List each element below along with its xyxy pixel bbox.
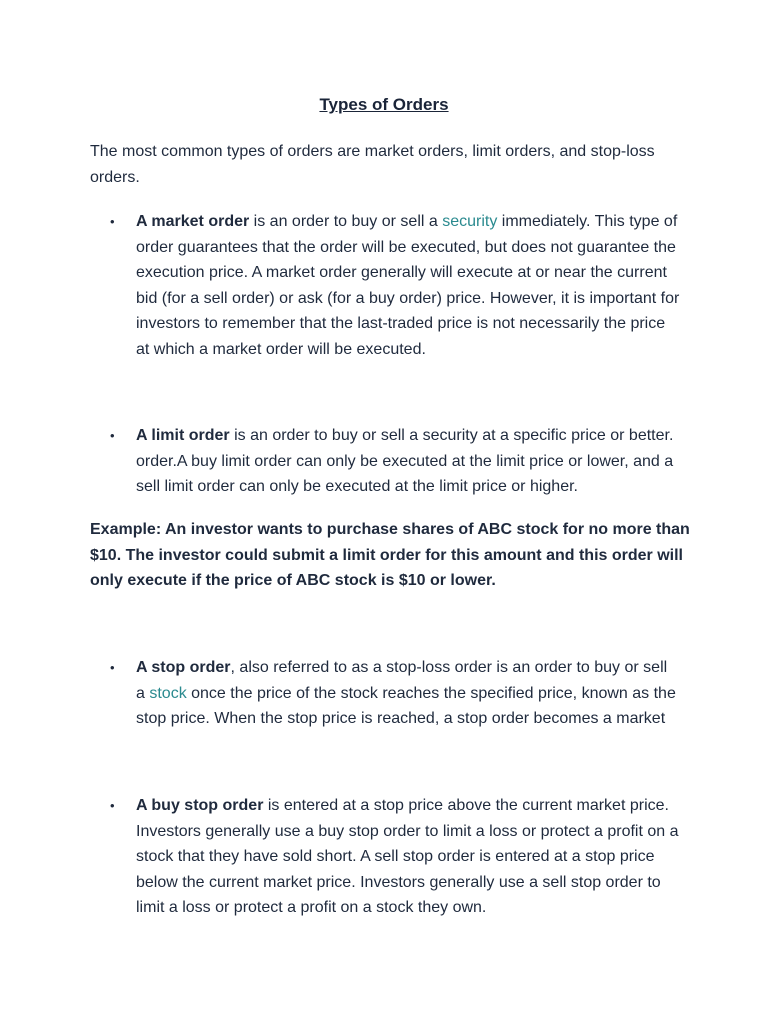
security-link[interactable]: security bbox=[442, 213, 498, 230]
bullet-icon: • bbox=[110, 428, 115, 443]
stop-order-post-link: once the price of the stock reaches the specified price, known as the stop price. When the stop price is reached, a stop order becomes a market bbox=[136, 684, 676, 727]
buy-stop-order-term: A buy stop order bbox=[136, 797, 264, 814]
page-title: Types of Orders bbox=[319, 95, 449, 114]
market-order-pre-link: is an order to buy or sell a bbox=[249, 213, 443, 230]
stop-order-term: A stop order bbox=[136, 659, 231, 676]
bullet-icon: • bbox=[110, 214, 115, 229]
stop-order-pre-link: , also referred to as a stop-loss order is an order to buy or sell a bbox=[136, 659, 668, 702]
limit-order-text bbox=[136, 423, 680, 500]
limit-order-term: A limit order bbox=[136, 427, 230, 444]
market-order-text bbox=[136, 209, 680, 362]
limit-order-body: is an order to buy or sell a security at a specific price or better. order.A buy limit order can only be executed at the limit price or lower, and a sell limit order can only be executed at the limit price or higher. bbox=[136, 427, 674, 495]
intro-paragraph: The most common types of orders are market orders, limit orders, and stop-loss orders. bbox=[90, 143, 655, 186]
example-paragraph: Example: An investor wants to purchase shares of ABC stock for no more than $10. The investor could submit a limit order for this amount and this order will only execute if the price of ABC stock is $10 or lower. bbox=[90, 521, 690, 589]
bullet-icon: • bbox=[110, 660, 115, 675]
bullet-icon: • bbox=[110, 798, 115, 813]
market-order-term: A market order bbox=[136, 213, 250, 230]
stock-link[interactable]: stock bbox=[149, 684, 187, 702]
market-order-post-link: immediately. This type of order guarantees that the order will be executed, but does not guarantee the execution price. A market order generally will execute at or near the current bid (for a sell order) or ask (for a buy order) price. However, it is important for investors to remember that the last-traded price is not necessarily the price at which a market order will be executed. bbox=[136, 213, 680, 358]
stop-order-text bbox=[136, 655, 680, 732]
buy-stop-order-text bbox=[136, 793, 680, 921]
buy-stop-order-body: is entered at a stop price above the current market price. Investors generally use a buy stop order to limit a loss or protect a profit on a stock that they have sold short. A sell stop order is entered at a stop price below the current market price. Investors generally use a sell stop order to limit a loss or protect a profit on a stock they own. bbox=[136, 797, 679, 916]
